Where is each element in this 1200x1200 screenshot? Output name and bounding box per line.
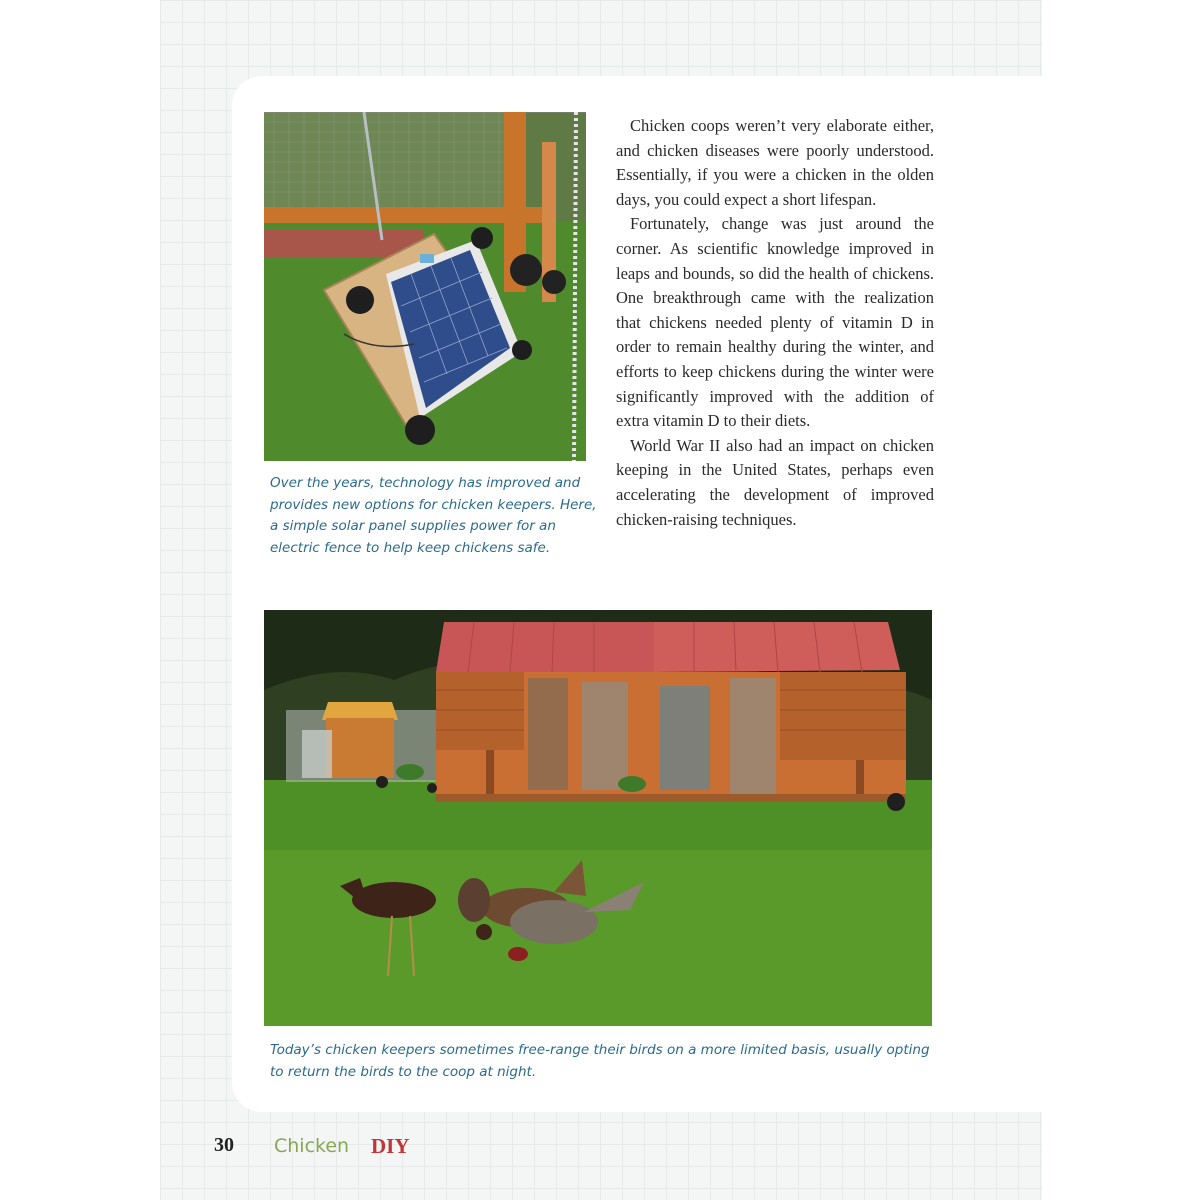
book-title-diy: DIY xyxy=(371,1134,410,1158)
solar-panel-photo xyxy=(264,112,586,461)
page-number: 30 xyxy=(214,1134,234,1156)
photo-caption-solar: Over the years, technology has improved and provides new options for chicken keepers. Here, a simple solar panel supplies power for an electric fence to help keep chickens safe. xyxy=(270,475,597,556)
book-title-chicken: Chicken xyxy=(274,1135,350,1157)
body-paragraph: Chicken coops weren’t very elaborate either, and chicken diseases were poorly understood. Essentially, if you were a chicken in the olden days, you could expect a short lifespan. xyxy=(616,116,934,209)
body-paragraph: World War II also had an impact on chicken keeping in the United States, perhaps even accelerating the development of improved chicken-raising techniques. xyxy=(616,435,934,529)
chicken-coop-photo xyxy=(264,610,932,1026)
photo-caption-coop: Today’s chicken keepers sometimes free-range their birds on a more limited basis, usually opting to return the birds to the coop at night. xyxy=(270,1042,930,1080)
body-text xyxy=(616,114,934,532)
body-paragraph: Fortunately, change was just around the corner. As scientific knowledge improved in leaps and bounds, so did the health of chickens. One breakthrough came with the realization that chickens needed plenty of vitamin D in order to remain healthy during the winter, and efforts to keep chickens during the winter were significantly improved with the addition of extra vitamin D to their diets. xyxy=(616,214,934,431)
